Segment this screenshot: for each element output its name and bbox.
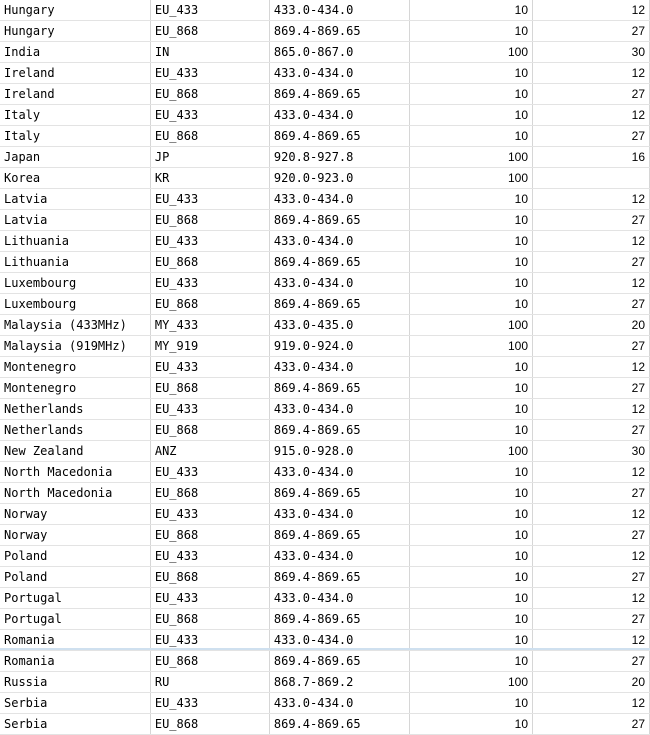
power-cell[interactable]: 27	[533, 84, 650, 105]
frequency-range-cell[interactable]: 869.4-869.65	[269, 294, 409, 315]
power-cell[interactable]: 12	[533, 105, 650, 126]
duty-cycle-cell[interactable]: 10	[409, 231, 532, 252]
power-cell[interactable]: 20	[533, 315, 650, 336]
table-row[interactable]	[0, 42, 650, 63]
duty-cycle-cell[interactable]: 10	[409, 189, 532, 210]
power-cell[interactable]: 27	[533, 714, 650, 735]
frequency-range-cell[interactable]: 869.4-869.65	[269, 126, 409, 147]
power-cell[interactable]: 12	[533, 693, 650, 714]
frequency-range-cell[interactable]: 433.0-434.0	[269, 399, 409, 420]
frequency-range-cell[interactable]: 433.0-434.0	[269, 504, 409, 525]
table-row[interactable]	[0, 189, 650, 210]
table-row[interactable]	[0, 504, 650, 525]
region-code-cell[interactable]: EU_868	[150, 21, 269, 42]
power-cell[interactable]: 12	[533, 231, 650, 252]
power-cell[interactable]: 27	[533, 210, 650, 231]
table-row[interactable]	[0, 420, 650, 441]
power-cell[interactable]: 27	[533, 126, 650, 147]
duty-cycle-cell[interactable]: 10	[409, 63, 532, 84]
frequency-range-cell[interactable]: 433.0-434.0	[269, 630, 409, 651]
duty-cycle-cell[interactable]: 10	[409, 651, 532, 672]
region-code-cell[interactable]: EU_868	[150, 420, 269, 441]
country-cell[interactable]: Hungary	[0, 0, 150, 21]
table-row[interactable]	[0, 63, 650, 84]
duty-cycle-cell[interactable]: 10	[409, 294, 532, 315]
frequency-range-cell[interactable]: 433.0-434.0	[269, 693, 409, 714]
table-row[interactable]	[0, 693, 650, 714]
frequency-range-cell[interactable]: 869.4-869.65	[269, 714, 409, 735]
duty-cycle-cell[interactable]: 10	[409, 714, 532, 735]
country-cell[interactable]: Malaysia (919MHz)	[0, 336, 150, 357]
duty-cycle-cell[interactable]: 10	[409, 609, 532, 630]
country-cell[interactable]: Luxembourg	[0, 294, 150, 315]
frequency-range-cell[interactable]: 433.0-434.0	[269, 231, 409, 252]
duty-cycle-cell[interactable]: 10	[409, 420, 532, 441]
region-code-cell[interactable]: EU_433	[150, 357, 269, 378]
country-cell[interactable]: North Macedonia	[0, 483, 150, 504]
region-code-cell[interactable]: EU_868	[150, 126, 269, 147]
region-code-cell[interactable]: EU_433	[150, 105, 269, 126]
frequency-range-cell[interactable]: 868.7-869.2	[269, 672, 409, 693]
country-cell[interactable]: Luxembourg	[0, 273, 150, 294]
duty-cycle-cell[interactable]: 10	[409, 0, 532, 21]
frequency-range-cell[interactable]: 869.4-869.65	[269, 252, 409, 273]
country-cell[interactable]: Norway	[0, 525, 150, 546]
duty-cycle-cell[interactable]: 10	[409, 252, 532, 273]
frequency-range-cell[interactable]: 869.4-869.65	[269, 210, 409, 231]
country-cell[interactable]: Netherlands	[0, 420, 150, 441]
duty-cycle-cell[interactable]: 10	[409, 588, 532, 609]
duty-cycle-cell[interactable]: 100	[409, 147, 532, 168]
region-code-cell[interactable]: EU_868	[150, 294, 269, 315]
region-code-cell[interactable]: EU_868	[150, 84, 269, 105]
power-cell[interactable]: 12	[533, 588, 650, 609]
duty-cycle-cell[interactable]: 100	[409, 315, 532, 336]
duty-cycle-cell[interactable]: 100	[409, 168, 532, 189]
region-code-cell[interactable]: EU_433	[150, 693, 269, 714]
table-row[interactable]	[0, 147, 650, 168]
power-cell[interactable]: 30	[533, 441, 650, 462]
power-cell[interactable]: 27	[533, 483, 650, 504]
frequency-range-cell[interactable]: 869.4-869.65	[269, 420, 409, 441]
power-cell[interactable]: 27	[533, 609, 650, 630]
frequency-range-cell[interactable]: 920.0-923.0	[269, 168, 409, 189]
table-row[interactable]	[0, 294, 650, 315]
power-cell[interactable]	[533, 168, 650, 189]
table-row[interactable]	[0, 126, 650, 147]
frequency-range-cell[interactable]: 433.0-434.0	[269, 588, 409, 609]
table-row[interactable]	[0, 357, 650, 378]
power-cell[interactable]: 12	[533, 630, 650, 651]
duty-cycle-cell[interactable]: 100	[409, 336, 532, 357]
table-row[interactable]	[0, 0, 650, 21]
duty-cycle-cell[interactable]: 10	[409, 546, 532, 567]
duty-cycle-cell[interactable]: 10	[409, 105, 532, 126]
power-cell[interactable]: 27	[533, 294, 650, 315]
frequency-range-cell[interactable]: 869.4-869.65	[269, 651, 409, 672]
frequency-range-cell[interactable]: 433.0-434.0	[269, 105, 409, 126]
duty-cycle-cell[interactable]: 10	[409, 126, 532, 147]
region-code-cell[interactable]: EU_433	[150, 504, 269, 525]
region-code-cell[interactable]: EU_433	[150, 399, 269, 420]
region-code-cell[interactable]: EU_868	[150, 378, 269, 399]
country-cell[interactable]: Ireland	[0, 84, 150, 105]
duty-cycle-cell[interactable]: 10	[409, 525, 532, 546]
table-row[interactable]	[0, 441, 650, 462]
frequency-range-cell[interactable]: 433.0-434.0	[269, 462, 409, 483]
duty-cycle-cell[interactable]: 10	[409, 693, 532, 714]
table-row[interactable]	[0, 525, 650, 546]
country-cell[interactable]: Netherlands	[0, 399, 150, 420]
power-cell[interactable]: 27	[533, 378, 650, 399]
frequency-range-cell[interactable]: 433.0-434.0	[269, 0, 409, 21]
table-row[interactable]	[0, 168, 650, 189]
table-row[interactable]	[0, 84, 650, 105]
table-row[interactable]	[0, 609, 650, 630]
frequency-range-cell[interactable]: 433.0-434.0	[269, 189, 409, 210]
duty-cycle-cell[interactable]: 10	[409, 378, 532, 399]
frequency-range-cell[interactable]: 919.0-924.0	[269, 336, 409, 357]
country-cell[interactable]: New Zealand	[0, 441, 150, 462]
power-cell[interactable]: 12	[533, 189, 650, 210]
country-cell[interactable]: North Macedonia	[0, 462, 150, 483]
frequency-range-cell[interactable]: 433.0-434.0	[269, 546, 409, 567]
table-row[interactable]	[0, 546, 650, 567]
table-row[interactable]	[0, 210, 650, 231]
frequency-range-cell[interactable]: 869.4-869.65	[269, 483, 409, 504]
region-code-cell[interactable]: KR	[150, 168, 269, 189]
duty-cycle-cell[interactable]: 10	[409, 210, 532, 231]
duty-cycle-cell[interactable]: 10	[409, 21, 532, 42]
power-cell[interactable]: 27	[533, 651, 650, 672]
country-cell[interactable]: Serbia	[0, 693, 150, 714]
country-cell[interactable]: Malaysia (433MHz)	[0, 315, 150, 336]
table-row[interactable]	[0, 462, 650, 483]
frequency-range-cell[interactable]: 869.4-869.65	[269, 84, 409, 105]
duty-cycle-cell[interactable]: 10	[409, 483, 532, 504]
table-row[interactable]	[0, 378, 650, 399]
country-cell[interactable]: Romania	[0, 651, 150, 672]
power-cell[interactable]: 16	[533, 147, 650, 168]
region-code-cell[interactable]: EU_433	[150, 273, 269, 294]
country-cell[interactable]: Portugal	[0, 609, 150, 630]
power-cell[interactable]: 12	[533, 357, 650, 378]
table-row[interactable]	[0, 672, 650, 693]
duty-cycle-cell[interactable]: 10	[409, 504, 532, 525]
duty-cycle-cell[interactable]: 10	[409, 357, 532, 378]
table-row[interactable]	[0, 252, 650, 273]
country-cell[interactable]: Romania	[0, 630, 150, 651]
duty-cycle-cell[interactable]: 10	[409, 84, 532, 105]
table-row[interactable]	[0, 714, 650, 735]
duty-cycle-cell[interactable]: 10	[409, 273, 532, 294]
region-code-cell[interactable]: EU_433	[150, 63, 269, 84]
duty-cycle-cell[interactable]: 10	[409, 567, 532, 588]
power-cell[interactable]: 27	[533, 336, 650, 357]
region-code-cell[interactable]: MY_433	[150, 315, 269, 336]
frequency-range-cell[interactable]: 869.4-869.65	[269, 525, 409, 546]
frequency-range-cell[interactable]: 433.0-434.0	[269, 63, 409, 84]
country-cell[interactable]: Italy	[0, 126, 150, 147]
duty-cycle-cell[interactable]: 10	[409, 462, 532, 483]
country-cell[interactable]: Latvia	[0, 189, 150, 210]
region-code-cell[interactable]: EU_433	[150, 0, 269, 21]
region-code-cell[interactable]: MY_919	[150, 336, 269, 357]
region-code-cell[interactable]: ANZ	[150, 441, 269, 462]
frequency-range-cell[interactable]: 433.0-434.0	[269, 357, 409, 378]
country-cell[interactable]: Korea	[0, 168, 150, 189]
frequency-range-cell[interactable]: 865.0-867.0	[269, 42, 409, 63]
power-cell[interactable]: 27	[533, 525, 650, 546]
table-row[interactable]	[0, 336, 650, 357]
region-code-cell[interactable]: EU_433	[150, 588, 269, 609]
frequency-range-cell[interactable]: 869.4-869.65	[269, 567, 409, 588]
duty-cycle-cell[interactable]: 100	[409, 441, 532, 462]
country-cell[interactable]: Russia	[0, 672, 150, 693]
power-cell[interactable]: 12	[533, 546, 650, 567]
power-cell[interactable]: 20	[533, 672, 650, 693]
duty-cycle-cell[interactable]: 100	[409, 42, 532, 63]
country-cell[interactable]: Italy	[0, 105, 150, 126]
country-cell[interactable]: Portugal	[0, 588, 150, 609]
region-code-cell[interactable]: EU_433	[150, 546, 269, 567]
power-cell[interactable]: 12	[533, 63, 650, 84]
power-cell[interactable]: 12	[533, 399, 650, 420]
region-code-cell[interactable]: EU_868	[150, 651, 269, 672]
country-cell[interactable]: Montenegro	[0, 378, 150, 399]
power-cell[interactable]: 12	[533, 273, 650, 294]
country-cell[interactable]: Montenegro	[0, 357, 150, 378]
region-code-cell[interactable]: EU_868	[150, 525, 269, 546]
table-row[interactable]	[0, 105, 650, 126]
power-cell[interactable]: 27	[533, 567, 650, 588]
country-cell[interactable]: Poland	[0, 546, 150, 567]
power-cell[interactable]: 12	[533, 0, 650, 21]
region-code-cell[interactable]: EU_433	[150, 630, 269, 651]
region-code-cell[interactable]: EU_868	[150, 609, 269, 630]
table-row[interactable]	[0, 231, 650, 252]
frequency-range-cell[interactable]: 869.4-869.65	[269, 609, 409, 630]
region-code-cell[interactable]: EU_433	[150, 231, 269, 252]
table-row[interactable]	[0, 567, 650, 588]
region-code-cell[interactable]: IN	[150, 42, 269, 63]
region-code-cell[interactable]: EU_433	[150, 462, 269, 483]
row-separator-line	[0, 648, 650, 650]
power-cell[interactable]: 30	[533, 42, 650, 63]
table-row[interactable]	[0, 315, 650, 336]
region-code-cell[interactable]: EU_868	[150, 714, 269, 735]
region-code-cell[interactable]: RU	[150, 672, 269, 693]
country-cell[interactable]: Hungary	[0, 21, 150, 42]
region-code-cell[interactable]: EU_433	[150, 189, 269, 210]
table-row[interactable]	[0, 483, 650, 504]
duty-cycle-cell[interactable]: 10	[409, 630, 532, 651]
power-cell[interactable]: 12	[533, 504, 650, 525]
table-row[interactable]	[0, 588, 650, 609]
country-cell[interactable]: Serbia	[0, 714, 150, 735]
country-cell[interactable]: Norway	[0, 504, 150, 525]
country-cell[interactable]: Lithuania	[0, 231, 150, 252]
region-code-cell[interactable]: EU_868	[150, 252, 269, 273]
country-cell[interactable]: Lithuania	[0, 252, 150, 273]
country-cell[interactable]: Latvia	[0, 210, 150, 231]
country-cell[interactable]: Ireland	[0, 63, 150, 84]
frequency-range-cell[interactable]: 915.0-928.0	[269, 441, 409, 462]
power-cell[interactable]: 27	[533, 252, 650, 273]
duty-cycle-cell[interactable]: 10	[409, 399, 532, 420]
frequency-range-cell[interactable]: 433.0-434.0	[269, 273, 409, 294]
country-cell[interactable]: India	[0, 42, 150, 63]
country-cell[interactable]: Japan	[0, 147, 150, 168]
country-cell[interactable]: Poland	[0, 567, 150, 588]
power-cell[interactable]: 27	[533, 420, 650, 441]
region-code-cell[interactable]: EU_868	[150, 567, 269, 588]
frequency-range-cell[interactable]: 869.4-869.65	[269, 21, 409, 42]
table-row[interactable]	[0, 21, 650, 42]
power-cell[interactable]: 12	[533, 462, 650, 483]
table-row[interactable]	[0, 273, 650, 294]
frequency-range-cell[interactable]: 869.4-869.65	[269, 378, 409, 399]
region-code-cell[interactable]: EU_868	[150, 483, 269, 504]
frequency-range-cell[interactable]: 433.0-435.0	[269, 315, 409, 336]
table-row[interactable]	[0, 651, 650, 672]
region-code-cell[interactable]: JP	[150, 147, 269, 168]
region-code-cell[interactable]: EU_868	[150, 210, 269, 231]
duty-cycle-cell[interactable]: 100	[409, 672, 532, 693]
power-cell[interactable]: 27	[533, 21, 650, 42]
frequency-range-cell[interactable]: 920.8-927.8	[269, 147, 409, 168]
table-row[interactable]	[0, 399, 650, 420]
